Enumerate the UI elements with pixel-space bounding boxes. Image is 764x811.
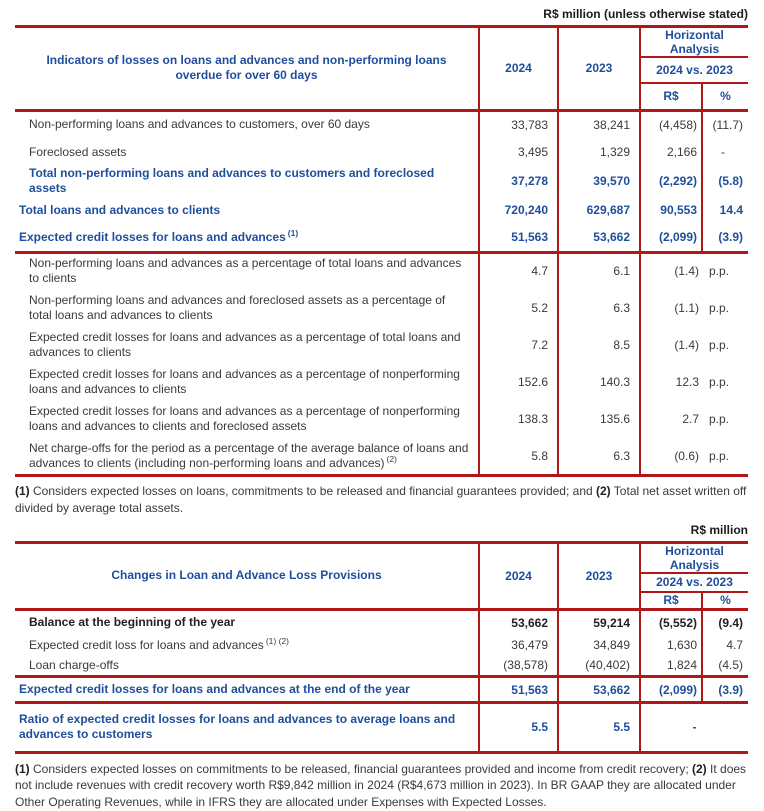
value-2024: 51,563 (479, 224, 558, 252)
table-row-total (15, 166, 748, 196)
row-label (15, 289, 479, 326)
row-label (15, 400, 479, 437)
value-2023: 59,214 (558, 610, 640, 635)
row-label (15, 252, 479, 289)
table1-title: Indicators of losses on loans and advances and non-performing loans overdue for over 60 days (46, 52, 447, 83)
footnote-marker: (1) (15, 761, 30, 776)
footnote-marker: (1) (287, 227, 299, 238)
value-2023: 53,662 (558, 224, 640, 252)
value-2024: 5.2 (479, 289, 558, 326)
value-pct: (5.8) (702, 166, 748, 196)
indicators-table (15, 28, 748, 474)
pp-unit: p.p. (709, 448, 730, 463)
pp-unit: p.p. (709, 337, 730, 352)
value-rs: 90,553 (640, 196, 702, 224)
table-row (15, 138, 748, 166)
indicators-table-header (15, 28, 748, 110)
row-label (15, 166, 479, 196)
table2-title: Changes in Loan and Advance Loss Provisions (111, 568, 382, 583)
value-rs: 1,824 (640, 656, 702, 677)
table2-col-2024: 2024 (479, 544, 558, 610)
table2-col-2023: 2023 (558, 544, 640, 610)
value-2023: 629,687 (558, 196, 640, 224)
table-row-total (15, 677, 748, 703)
table1-col-vs: 2024 vs. 2023 (640, 57, 748, 83)
value-2024: 720,240 (479, 196, 558, 224)
value-2024: 5.8 (479, 437, 558, 474)
table1-col-2024: 2024 (479, 28, 558, 110)
delta-value: (0.6) (674, 448, 699, 463)
value-2023: 135.6 (558, 400, 640, 437)
row-label (15, 326, 479, 363)
value-pct: (3.9) (702, 224, 748, 252)
value-2023: 1,329 (558, 138, 640, 166)
table1-col-2023: 2023 (558, 28, 640, 110)
value-pct: (3.9) (702, 677, 748, 703)
value-merged: - (640, 703, 748, 751)
table2-col-rs: R$ (640, 592, 702, 610)
footnote-marker: (1) (15, 484, 30, 498)
table2-col-vs: 2024 vs. 2023 (640, 573, 748, 592)
value-2024: 3,495 (479, 138, 558, 166)
row-label-text: Expected credit losses for loans and advances as a percentage of nonperforming loans and advances to clients (29, 366, 460, 396)
table-row (15, 610, 748, 635)
row-label (15, 437, 479, 474)
delta-value: 12.3 (675, 374, 699, 389)
footnote-2 (15, 761, 748, 811)
value-2023: 34,849 (558, 635, 640, 656)
value-2024: 36,479 (479, 635, 558, 656)
row-label (15, 224, 479, 252)
value-2024: 7.2 (479, 326, 558, 363)
table-row (15, 110, 748, 138)
delta-value: (1.1) (674, 300, 699, 315)
value-delta-pp (640, 437, 748, 474)
value-pct: 4.7 (702, 635, 748, 656)
row-label-text: Expected credit losses for loans and advances as a percentage of nonperforming loans and advances to clients and foreclosed assets (29, 403, 460, 433)
value-rs: 1,630 (640, 635, 702, 656)
value-2024: 37,278 (479, 166, 558, 196)
table-row-ratio (15, 252, 748, 289)
value-pct: 14.4 (702, 196, 748, 224)
table-row-ratio (15, 326, 748, 363)
row-label-text: Net charge-offs for the period as a percentage of the average balance of loans and advances to clients (including non-performing loans and advances) (29, 440, 469, 470)
value-delta-pp (640, 326, 748, 363)
row-label (15, 363, 479, 400)
row-label (15, 138, 479, 166)
value-2024: 138.3 (479, 400, 558, 437)
footnote-text: It does not include revenues with credit recovery worth R$9,842 million in 2024 (R$4,673 million in 2023). In BR GAAP they are allocated under Other Operating Revenues, while in IFRS they are allocated under Expenses with Expected Losses. (15, 761, 747, 810)
provisions-table-header (15, 544, 748, 610)
row-label-text: Non-performing loans and advances as a percentage of total loans and advances to clients (29, 256, 462, 286)
value-pct: - (702, 138, 748, 166)
row-label-text: Foreclosed assets (29, 144, 127, 159)
row-label (15, 110, 479, 138)
table-row-total (15, 196, 748, 224)
row-label-text: Balance at the beginning of the year (29, 615, 236, 630)
delta-value: (1.4) (674, 337, 699, 352)
row-label-text: Total loans and advances to clients (19, 202, 221, 217)
provisions-table (15, 544, 748, 751)
value-2023: 8.5 (558, 326, 640, 363)
row-label (15, 677, 479, 703)
footnote-text: Considers expected losses on commitments to be released, financial guarantees provided and income from credit recovery; (29, 761, 693, 776)
table1-col-rs: R$ (640, 83, 702, 110)
row-label-text: Total non-performing loans and advances to customers and foreclosed assets (29, 166, 435, 195)
value-pct: (4.5) (702, 656, 748, 677)
table-row-ratio (15, 289, 748, 326)
footnote-1 (15, 483, 748, 517)
value-2024: 53,662 (479, 610, 558, 635)
row-label-text: Expected credit losses for loans and advances (19, 229, 286, 244)
row-label (15, 656, 479, 677)
row-label-text: Loan charge-offs (29, 657, 119, 672)
footnote-marker: (2) (692, 761, 707, 776)
table-row-ratio (15, 363, 748, 400)
table-row-ratio (15, 437, 748, 474)
delta-value: (1.4) (674, 264, 699, 279)
value-delta-pp (640, 289, 748, 326)
pp-unit: p.p. (709, 411, 730, 426)
units-note-2: R$ million (690, 522, 748, 537)
row-label-text: Non-performing loans and advances to customers, over 60 days (29, 117, 370, 132)
row-label-text: Ratio of expected credit losses for loans and advances to average loans and advances to customers (19, 712, 456, 742)
row-label (15, 610, 479, 635)
value-pct: (11.7) (702, 110, 748, 138)
value-2023: (40,402) (558, 656, 640, 677)
table1-col-pct: % (702, 83, 748, 110)
footnote-text: Total net asset written off divided by average total assets. (15, 484, 747, 515)
footnote-text: Considers expected losses on loans, commitments to be released and financial guarantees provided; and (29, 484, 597, 498)
table-row-ratio (15, 703, 748, 751)
row-label (15, 196, 479, 224)
value-pct: (9.4) (702, 610, 748, 635)
indicators-table-wrapper (15, 25, 748, 477)
value-delta-pp (640, 363, 748, 400)
value-rs: (5,552) (640, 610, 702, 635)
delta-value: 2.7 (682, 411, 699, 426)
value-2024: 5.5 (479, 703, 558, 751)
value-2023: 38,241 (558, 110, 640, 138)
value-2023: 6.3 (558, 289, 640, 326)
table-row (15, 635, 748, 656)
value-delta-pp (640, 400, 748, 437)
footnote-marker: (2) (386, 453, 397, 464)
value-2023: 39,570 (558, 166, 640, 196)
row-label-text: Expected credit loss for loans and advances (29, 637, 264, 652)
value-rs: (4,458) (640, 110, 702, 138)
value-2023: 6.1 (558, 252, 640, 289)
value-2024: (38,578) (479, 656, 558, 677)
value-2023: 5.5 (558, 703, 640, 751)
row-label-text: Non-performing loans and advances and foreclosed assets as a percentage of total loans and advances to clients (29, 292, 446, 322)
table-row-ratio (15, 400, 748, 437)
value-rs: 2,166 (640, 138, 702, 166)
table1-col-horizontal-analysis: Horizontal Analysis (640, 28, 748, 57)
value-2023: 53,662 (558, 677, 640, 703)
pp-unit: p.p. (709, 264, 730, 279)
row-label-text: Expected credit losses for loans and advances as a percentage of total loans and advances to clients (29, 329, 461, 359)
footnote-marker: (1) (2) (265, 635, 289, 646)
pp-unit: p.p. (709, 374, 730, 389)
value-rs: (2,292) (640, 166, 702, 196)
value-rs: (2,099) (640, 224, 702, 252)
value-2024: 152.6 (479, 363, 558, 400)
table-row (15, 656, 748, 677)
table-row-total (15, 224, 748, 252)
value-rs: (2,099) (640, 677, 702, 703)
footnote-marker: (2) (596, 484, 611, 498)
value-2024: 51,563 (479, 677, 558, 703)
table2-col-horizontal-analysis: Horizontal Analysis (640, 544, 748, 573)
row-label-text: Expected credit losses for loans and advances at the end of the year (19, 682, 410, 697)
row-label (15, 703, 479, 751)
value-2023: 140.3 (558, 363, 640, 400)
value-2023: 6.3 (558, 437, 640, 474)
row-label (15, 635, 479, 656)
table2-col-pct: % (702, 592, 748, 610)
value-delta-pp (640, 252, 748, 289)
pp-unit: p.p. (709, 300, 730, 315)
value-2024: 33,783 (479, 110, 558, 138)
value-2024: 4.7 (479, 252, 558, 289)
provisions-table-wrapper (15, 541, 748, 754)
units-note-1: R$ million (unless otherwise stated) (543, 7, 748, 21)
